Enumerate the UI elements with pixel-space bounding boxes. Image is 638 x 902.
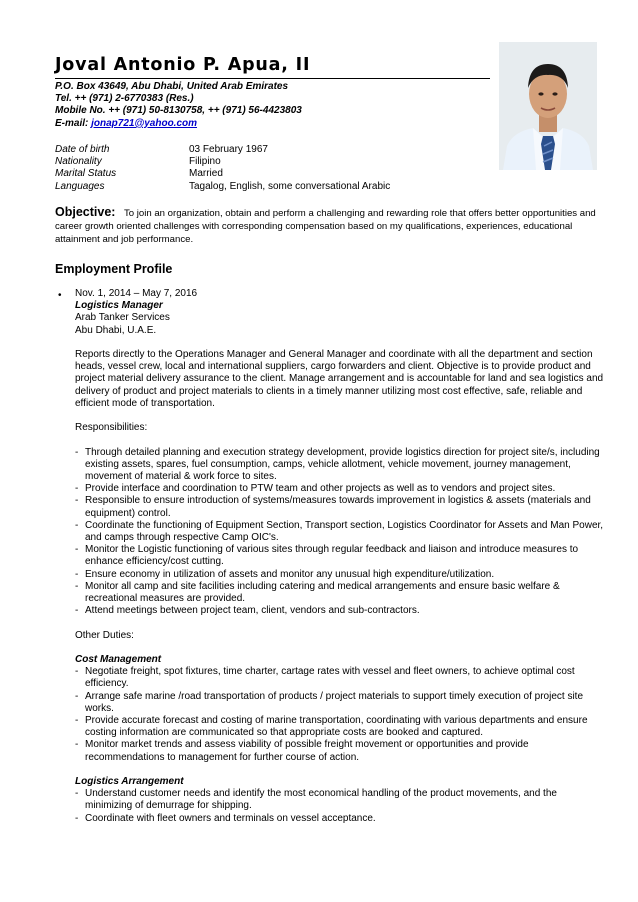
- objective-heading: Objective:: [55, 205, 116, 219]
- responsibility-item: [75, 495, 605, 519]
- address: P.O. Box 43649, Abu Dhabi, United Arab Emirates: [55, 81, 289, 92]
- cost-item-text: Arrange safe marine /road transportation of products / project materials to support timely execution of project site works.: [85, 690, 584, 714]
- personal-value: Married: [189, 168, 223, 180]
- profile-photo: [499, 42, 597, 170]
- cost-item-text: Provide accurate forecast and costing of marine transportation, coordinating with various departments and ensure costing information are communicated so that appropriate costs are booked and captured.: [85, 715, 588, 739]
- cost-item: [75, 739, 605, 763]
- dash-marker: -: [75, 605, 79, 617]
- personal-label: Marital Status: [55, 168, 117, 180]
- name-underline: [55, 78, 490, 79]
- dash-marker: -: [75, 739, 79, 751]
- dash-marker: -: [75, 544, 79, 556]
- email-label: E-mail:: [55, 117, 89, 129]
- telephone: Tel. ++ (971) 2-6770383 (Res.): [55, 93, 194, 105]
- responsibility-text: Ensure economy in utilization of assets and monitor any unusual high expenditure/utilization.: [85, 568, 495, 580]
- dash-marker: -: [75, 580, 79, 592]
- responsibility-text: Responsible to ensure introduction of systems/measures towards improvement in logistics & assets (materials and equipment) control.: [85, 495, 591, 519]
- dash-marker: -: [75, 715, 79, 727]
- email-row: [55, 118, 302, 130]
- employment-dates: Nov. 1, 2014 – May 7, 2016: [75, 288, 198, 299]
- cost-management-heading: Cost Management: [75, 654, 162, 666]
- dash-marker: -: [75, 690, 79, 702]
- job-summary: Reports directly to the Operations Manager and General Manager and coordinate with all the department and section heads, vessel crew, local and international suppliers, cargo forwarders and client. Objective is to provide product and project material delivery assurance to the client. Manage arrangement and is accountable for land and sea logistics and delivery of product and project materials to clients in a timely manner utilizing most cost effective, safe, reliable and efficient mode of transportation.: [75, 349, 604, 409]
- cost-item-text: Negotiate freight, spot fixtures, time charter, cartage rates with vessel and fleet owners, to achieve optimal cost efficiency.: [85, 666, 575, 690]
- company-name: Arab Tanker Services: [75, 312, 170, 324]
- logistics-item: [75, 813, 605, 825]
- dash-marker: -: [75, 483, 79, 495]
- responsibility-text: Provide interface and coordination to PTW team and other projects as well as to vendors and project sites.: [85, 483, 556, 495]
- personal-value: Tagalog, English, some conversational Arabic: [189, 180, 391, 192]
- logistics-item-text: Understand customer needs and identify the most economical handling of the product movements, and the minimizing of demurrage for shipping.: [85, 788, 557, 812]
- responsibility-item: [75, 544, 605, 568]
- employment-entry: [75, 288, 605, 825]
- personal-row: [55, 181, 390, 193]
- cost-item: [75, 715, 605, 739]
- dash-marker: -: [75, 568, 79, 580]
- employment-heading: Employment Profile: [55, 262, 173, 276]
- responsibility-item: [75, 520, 605, 544]
- dash-marker: -: [75, 666, 79, 678]
- dash-marker: -: [75, 788, 79, 800]
- personal-info: [55, 144, 390, 193]
- personal-row: [55, 168, 390, 180]
- applicant-name: Joval Antonio P. Apua, II: [55, 55, 311, 75]
- company-location: Abu Dhabi, U.A.E.: [75, 324, 157, 336]
- contact-block: [55, 81, 302, 130]
- responsibility-text: Monitor the Logistic functioning of various sites through regular feedback and liaison and introduce measures to enhance efficiency/cost cutting.: [85, 544, 579, 568]
- responsibilities-label: Responsibilities:: [75, 422, 148, 434]
- objective-section: [55, 206, 600, 246]
- responsibility-item: [75, 605, 605, 617]
- personal-label: Nationality: [55, 156, 102, 168]
- personal-label: Date of birth: [55, 144, 110, 155]
- bullet-icon: •: [58, 290, 62, 301]
- personal-row: [55, 144, 390, 156]
- job-title: Logistics Manager: [75, 300, 163, 312]
- logistics-item-text: Coordinate with fleet owners and terminals on vessel acceptance.: [85, 812, 376, 824]
- cost-item: [75, 666, 605, 690]
- responsibility-text: Attend meetings between project team, client, vendors and sub-contractors.: [85, 605, 420, 617]
- objective-text: To join an organization, obtain and perform a challenging and rewarding role that offers better opportunities and career growth oriented challenges with corresponding compensation based on my qualifications, experiences, educational attainment and job performance.: [55, 208, 596, 245]
- dash-marker: -: [75, 495, 79, 507]
- responsibility-item: [75, 447, 605, 484]
- email-link[interactable]: jonap721@yahoo.com: [91, 117, 198, 129]
- dash-marker: -: [75, 812, 79, 824]
- portrait-image: [499, 42, 597, 170]
- responsibility-item: [75, 581, 605, 605]
- dash-marker: -: [75, 519, 79, 531]
- dash-marker: -: [75, 446, 79, 458]
- personal-value: 03 February 1967: [189, 144, 268, 155]
- personal-value: Filipino: [189, 156, 221, 168]
- cost-item: [75, 691, 605, 715]
- logistics-item: [75, 788, 605, 812]
- other-duties-label: Other Duties:: [75, 629, 134, 641]
- mobile-number: Mobile No. ++ (971) 50-8130758, ++ (971) 56-4423803: [55, 105, 302, 117]
- responsibility-text: Coordinate the functioning of Equipment Section, Transport section, Logistics Coordinator for Assets and Man Power, and camps through respective Camp OIC's.: [85, 519, 604, 544]
- responsibility-text: Through detailed planning and execution strategy development, provide logistics direction for project site/s, including existing assets, spares, fuel consumption, camps, vehicle allotment, vehicle movement, journey management, movement of material & work force to sites.: [85, 446, 600, 482]
- responsibility-text: Monitor all camp and site facilities including catering and medical arrangements and ensure basic welfare & recreational measures are provided.: [85, 580, 560, 605]
- logistics-arrangement-heading: Logistics Arrangement: [75, 776, 184, 788]
- responsibility-item: [75, 569, 605, 581]
- personal-row: [55, 156, 390, 168]
- personal-label: Languages: [55, 180, 105, 192]
- cost-item-text: Monitor market trends and assess viability of possible freight movement or opportunities and provide recommendations to management for further course of action.: [85, 739, 529, 763]
- responsibility-item: [75, 483, 605, 495]
